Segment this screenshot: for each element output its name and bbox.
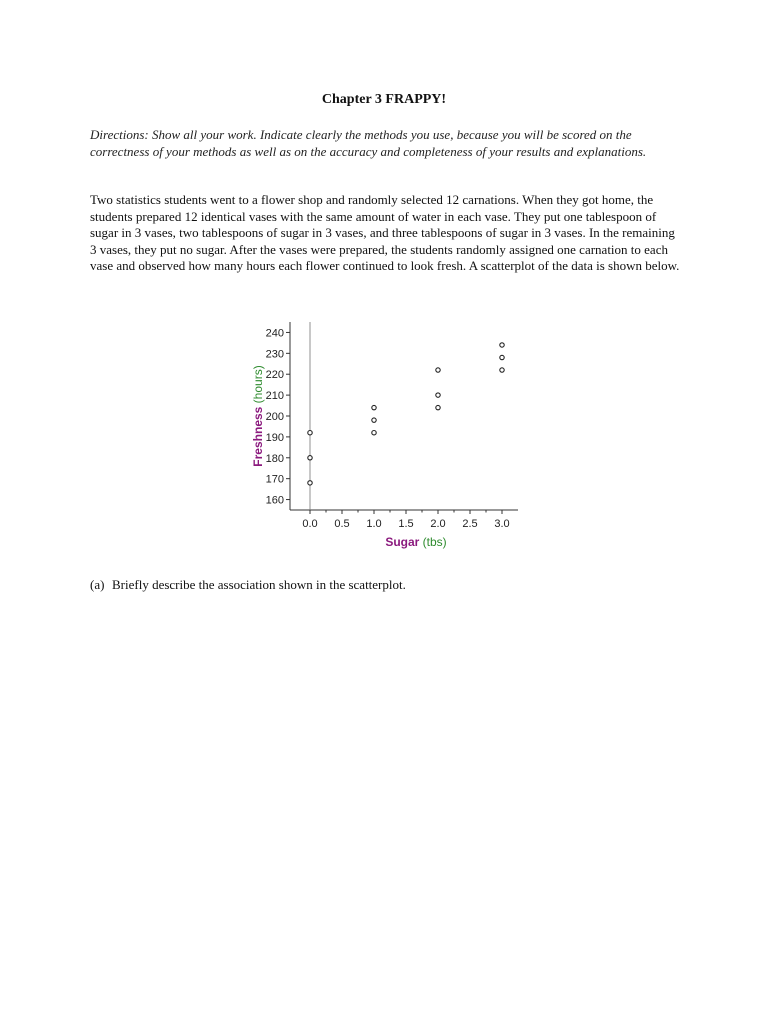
y-axis-label-unit: (hours) — [251, 365, 265, 407]
page-title: Chapter 3 FRAPPY! — [321, 92, 447, 107]
data-point — [436, 393, 440, 397]
data-point — [500, 368, 504, 372]
y-tick-label: 210 — [265, 390, 284, 403]
x-tick-label: 0.0 — [302, 518, 318, 530]
x-axis-label — [385, 535, 446, 549]
directions-text: Directions: Show all your work. Indicate clearly the methods you use, because you will be scored on the correctness of your methods as well as on the accuracy and completeness of your results and explanations. — [90, 127, 647, 159]
data-point — [308, 431, 312, 435]
y-tick-label: 170 — [265, 473, 284, 486]
x-tick-label: 2.0 — [430, 518, 446, 530]
y-axis-label — [251, 365, 265, 466]
data-point — [436, 405, 440, 409]
scatterplot-svg — [240, 318, 530, 550]
data-point — [500, 355, 504, 359]
x-tick-label: 2.5 — [462, 518, 478, 530]
y-tick-label: 190 — [265, 431, 284, 444]
data-point — [436, 368, 440, 372]
y-tick-label: 200 — [265, 411, 284, 423]
x-tick-label: 1.5 — [398, 518, 414, 530]
data-point — [372, 431, 376, 435]
scatterplot — [240, 318, 530, 550]
x-tick-label: 0.5 — [334, 518, 350, 530]
y-tick-label: 160 — [265, 494, 284, 507]
x-tick-label: 3.0 — [494, 518, 510, 530]
y-tick-label: 180 — [265, 452, 284, 465]
data-point — [372, 418, 376, 422]
data-point — [372, 405, 376, 409]
x-axis-label-unit: (tbs) — [419, 535, 447, 549]
x-axis-label-name: Sugar — [385, 535, 420, 549]
y-tick-label: 220 — [265, 369, 284, 382]
data-point — [308, 481, 312, 485]
y-axis-label-name: Freshness — [251, 406, 265, 467]
question-a — [90, 576, 680, 593]
question-a-label: (a) — [90, 577, 105, 592]
y-tick-label: 240 — [265, 327, 284, 340]
data-point — [308, 456, 312, 460]
y-tick-label: 230 — [265, 348, 284, 361]
data-point — [500, 343, 504, 347]
x-tick-label: 1.0 — [366, 518, 382, 530]
question-a-text: Briefly describe the association shown in the scatterplot. — [112, 577, 406, 592]
problem-text: Two statistics students went to a flower shop and randomly selected 12 carnations. When they got home, the students prepared 12 identical vases with the same amount of water in each vase. They put one tablespoon of sugar in 3 vases, two tablespoons of sugar in 3 vases, and three tablespoons of sugar in 3 vases. In the remaining 3 vases, they put no sugar. After the vases were prepared, the students randomly assigned one carnation to each vase and observed how many hours each flower continued to look fresh. A scatterplot of the data is shown below. — [90, 192, 680, 273]
